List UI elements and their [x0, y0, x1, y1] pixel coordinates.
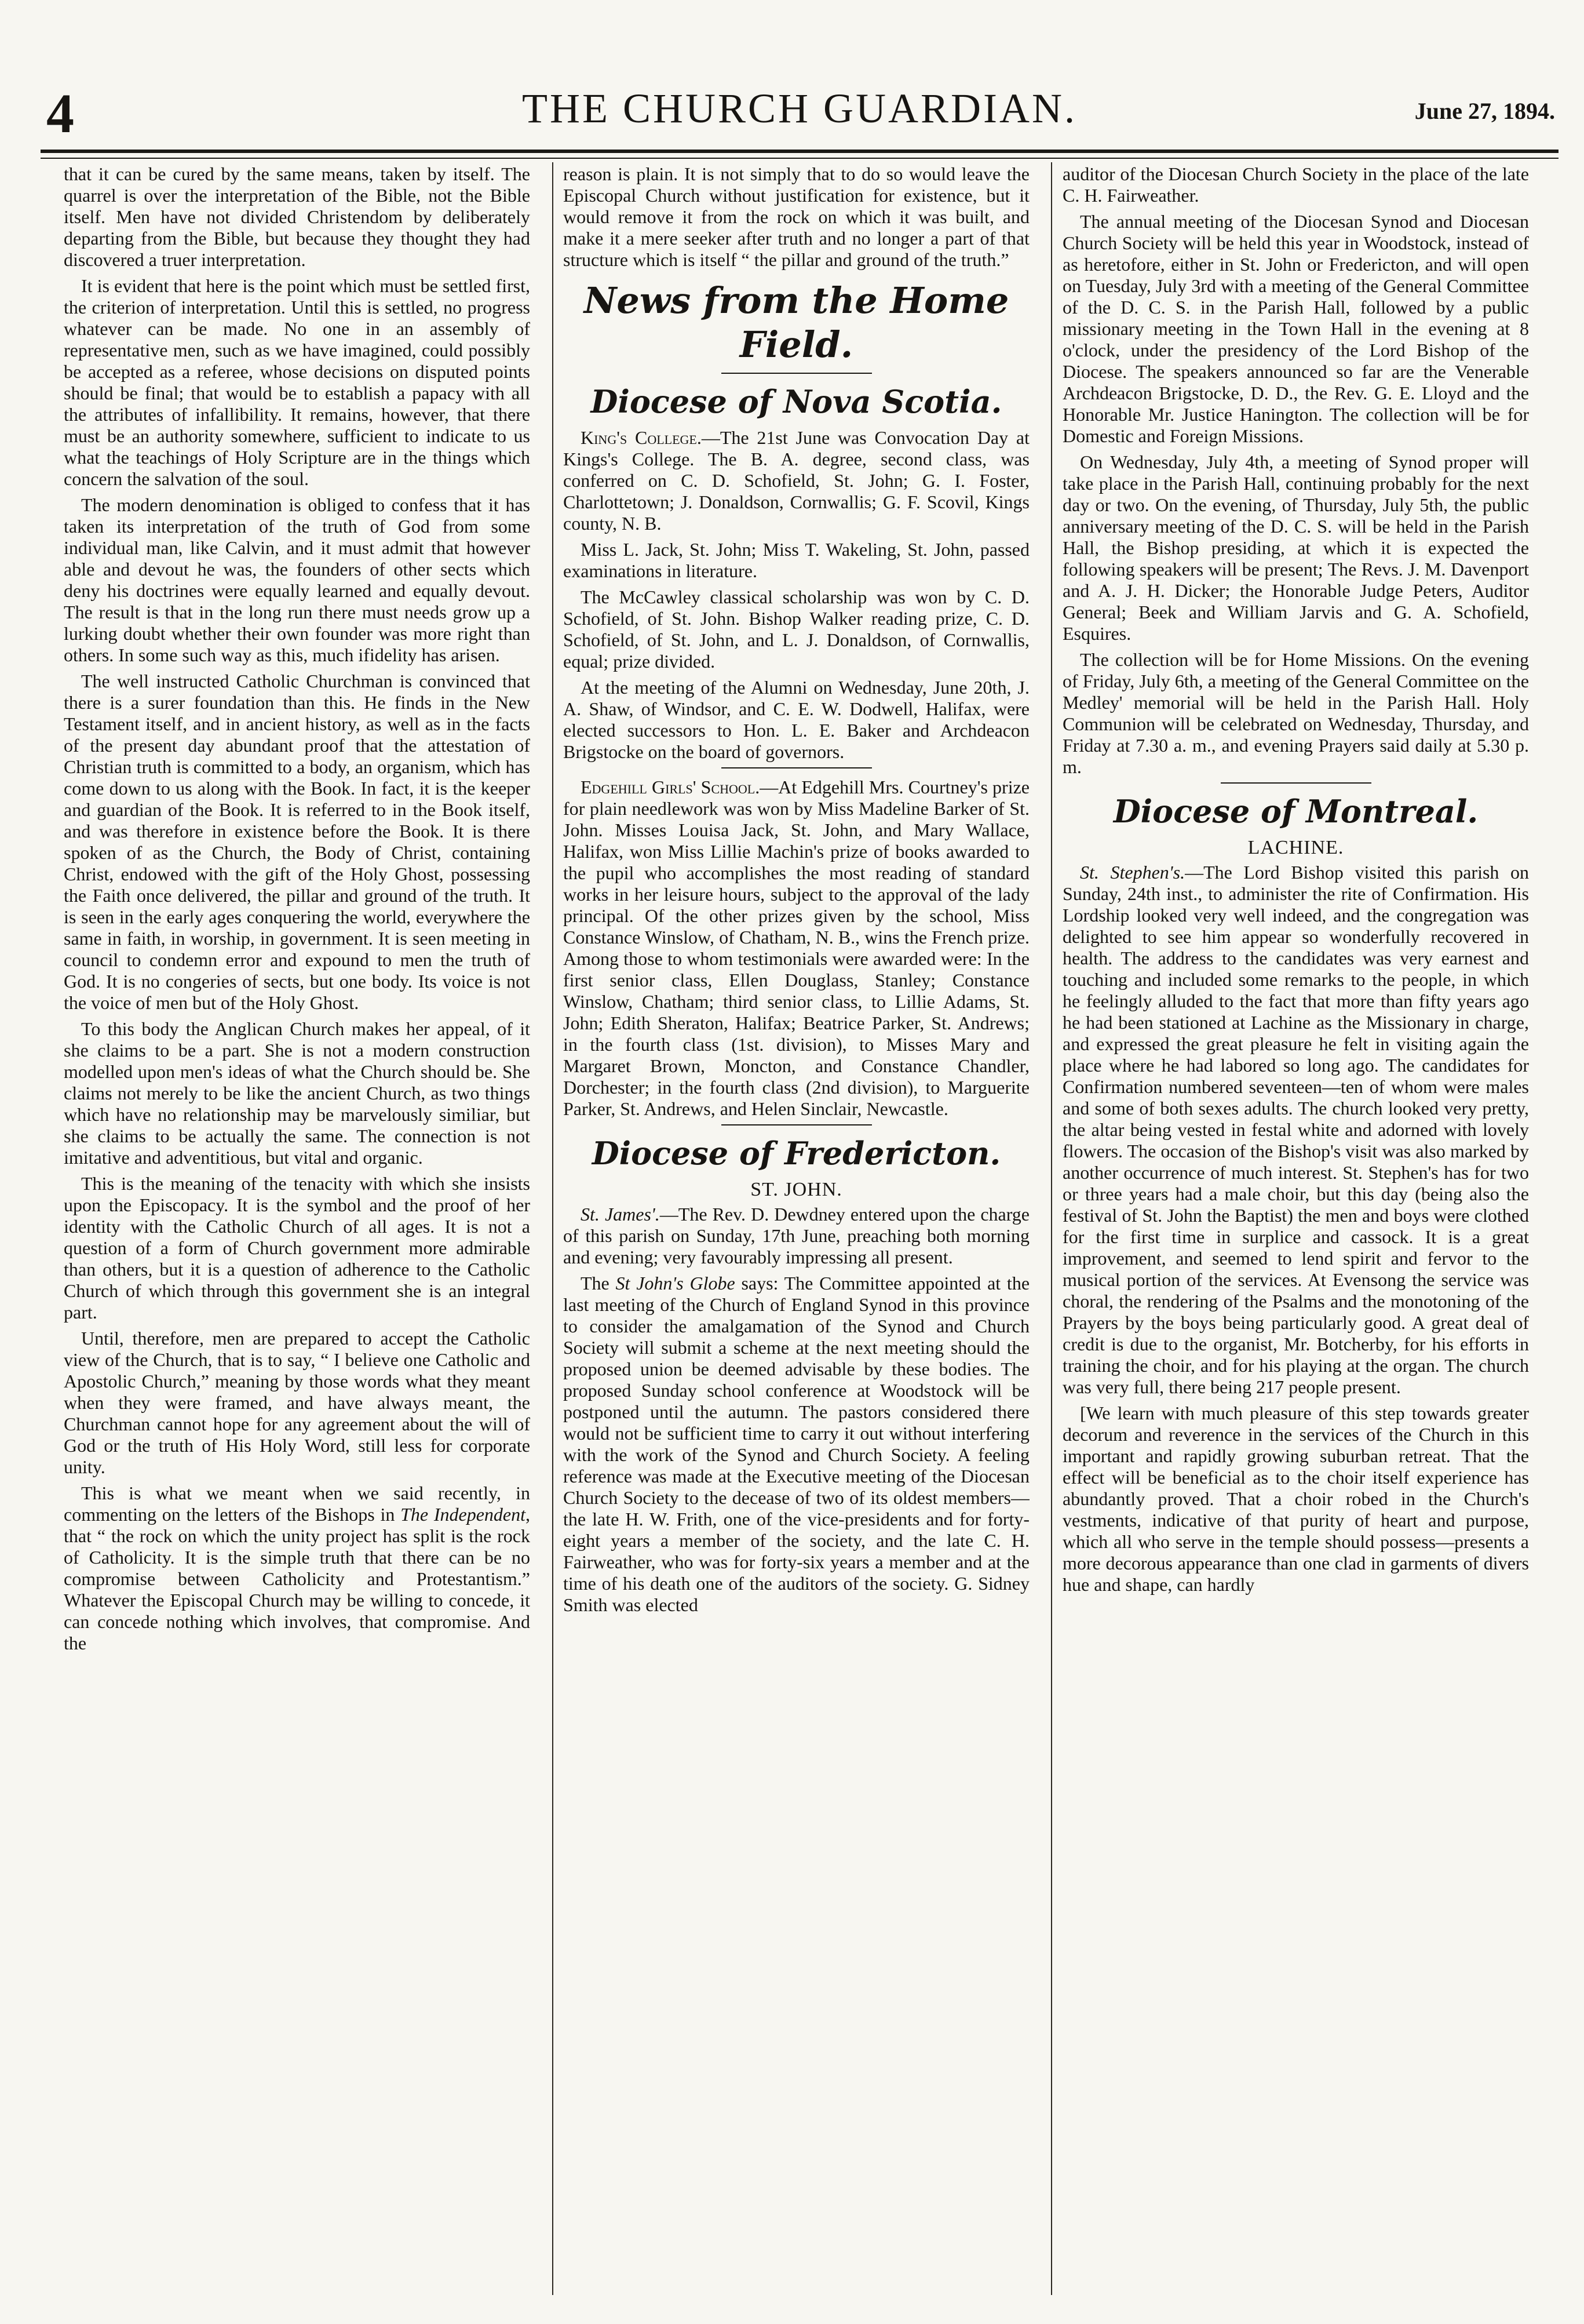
- text-run: —The Lord Bishop visited this parish on Sunday, 24th inst., to administer the rite of Confirmation. His Lordship looked very well indeed, and the congregation was delighted to see him appear so wonderfully recovered in health. The address to the candidates was very earnest and touching and included some remarks to the people, in which he feelingly alluded to the fact that more than fifty years ago he had been stationed at Lachine as the Missionary in charge, and expressed the great pleasure he felt in visiting again the place where he had labored so long ago. The candidates for Confirmation numbered seventeen—ten of whom were males and some of both sexes adults. The church looked very pretty, the altar being vested in festal white and adorned with lovely flowers. The occasion of the Bishop's visit was also marked by another occurrence of much interest. St. Stephen's has for two or three years had a male choir, but this day (being also the festival of St. John the Baptist) the men and boys were clothed for the first time in surplice and cassock. It is a great improvement, and seemed to lend spirit and fervor to the musical portion of the services. At Evensong the service was choral, the rendering of the Psalms and the monotoning of the Prayers by the boys being particularly good. A great deal of credit is due to the organist, Mr. Botcherby, for his efforts in training the choir, and for his playing at the organ. The church was very full, there being 217 people present.: [1063, 862, 1529, 1397]
- separator-rule: [1221, 782, 1371, 784]
- separator-rule: [721, 767, 872, 768]
- text-run: —At Edgehill Mrs. Courtney's prize for plain needlework was won by Miss Madeline Barker of St. John. Misses Louisa Jack, St. John, and Mary Wallace, Halifax, won Miss Lillie Machin's prize of books awarded to the pupil who accomplishes the most reading of standard works in her leisure hours, subject to the approval of the lady principal. Of the other prizes given by the school, Miss Constance Winslow, of Chatham, N. B., wins the French prize. Among those to whom testimonials were awarded were: In the first senior class, Ellen Douglass, Stanley; Constance Winslow, Chatham; third senior class, to Lillie Adams, St. John; Edith Sheraton, Halifax; Beatrice Parker, St. Andrews; in the fourth class (1st. division), to Misses Mary and Margaret Brown, Moncton, and Constance Chandler, Dorchester; in the fourth class (2nd division), to Marguerite Parker, St. Andrews, and Helen Sinclair, Newcastle.: [563, 777, 1030, 1119]
- separator-rule: [721, 373, 872, 374]
- section-heading: News from the Home Field.: [583, 279, 1009, 366]
- lead-in: Edgehill Girls' School.: [581, 777, 760, 797]
- diocese-heading: Diocese of Fredericton.: [592, 1135, 1001, 1172]
- paragraph: The well instructed Catholic Churchman is convinced that there is a surer foundation than this. He finds in the New Testament itself, and in ancient history, as well as in the facts of the present day abundant proof that the attestation of Christian truth is committed to a body, an organism, which has come down to us along with the Book. In fact, it is the keeper and guardian of the Book. It is referred to in the Book itself, and was therefore in existence before the Book. It is there spoken of as the Church, the Body of Christ, containing Christ, endowed with the gift of the Holy Ghost, possessing the Faith once delivered, the pillar and ground of the truth. It is seen in the early ages conquering the world, everywhere the same in faith, in worship, in government. It is seen meeting in council to condemn error and expound to men the truth of God. It is no congeries of sects, but one body. Its voice is not the voice of men but of the Holy Ghost.: [64, 671, 530, 1013]
- publication-title: The Independent: [400, 1504, 526, 1525]
- place-heading: ST. JOHN.: [750, 1179, 842, 1200]
- paragraph: [563, 1273, 1030, 1616]
- text-run: says: The Committee appointed at the last meeting of the Church of England Synod in this province to consider the amalgamation of the Synod and Church Society will submit a scheme at the next meeting should the proposed union be deemed advisable by these bodies. The proposed Sunday school conference at Woodstock will be postponed until the autumn. The pastors considered there would not be sufficient time to carry it out without interfering with the work of the Synod and Church Society. A feeling reference was made at the Executive meeting of the Diocesan Church Society to the decease of two of its oldest members—the late H. W. Frith, one of the vice-presidents and for forty-eight years a member of the society, and the late C. H. Fairweather, who was for forty-six years a member and at the time of his death one of the auditors of the society. G. Sidney Smith was elected: [563, 1273, 1030, 1615]
- paragraph: The collection will be for Home Missions. On the evening of Friday, July 6th, a meeting of the General Committee on the Medley' memorial will be held in the Parish Hall. Holy Communion will be celebrated on Wednesday, Thursday, and Friday at 7.30 a. m., and evening Prayers said daily at 5.30 p. m.: [1063, 649, 1529, 777]
- paragraph: The McCawley classical scholarship was won by C. D. Schofield, of St. John. Bishop Walker reading prize, C. D. Schofield, of St. John, and L. J. Donaldson, of Cornwallis, equal; prize divided.: [563, 587, 1030, 672]
- paragraph: Miss L. Jack, St. John; Miss T. Wakeling, St. John, passed examinations in literature.: [563, 539, 1030, 581]
- text-run: —The 21st June was Convocation Day at Kings's College. The B. A. degree, second class, was conferred on C. D. Schofield, St. John; G. I. Foster, Charlottetown; J. Donaldson, Cornwallis; G. F. Scovil, Kings county, N. B.: [563, 427, 1030, 534]
- paragraph: that it can be cured by the same means, taken by itself. The quarrel is over the interpretation of the Bible, not the Bible itself. Men have not divided Christendom by deliberately departing from the Bible, but because they thought they had discovered a truer interpretation.: [64, 163, 530, 270]
- diocese-heading: Diocese of Nova Scotia.: [590, 383, 1002, 420]
- diocese-heading: Diocese of Montreal.: [1113, 793, 1479, 830]
- text-run: The: [581, 1273, 616, 1294]
- lead-in: St. Stephen's.: [1080, 862, 1185, 883]
- column-divider: [1051, 162, 1052, 2295]
- lead-in: St. James'.: [581, 1204, 660, 1225]
- paragraph: [We learn with much pleasure of this step towards greater decorum and reverence in the services of the Church in this important and rapidly growing suburban retreat. That the effect will be beneficial as to the choir itself experience has abundantly proved. That a choir robed in the Church's vestments, indicative of that purity of heart and purpose, which all who serve in the temple should possess—presents a more decorous appearance than one clad in garments of divers hue and shape, can hardly: [1063, 1403, 1529, 1595]
- masthead: [41, 81, 1559, 148]
- newspaper-title: THE CHURCH GUARDIAN.: [522, 85, 1077, 132]
- place-heading: LACHINE.: [1247, 837, 1344, 858]
- issue-date: June 27, 1894.: [1414, 98, 1555, 124]
- header-rule-thin: [41, 158, 1559, 159]
- column-3: [1063, 163, 1529, 2308]
- column-divider: [552, 162, 553, 2295]
- paragraph: At the meeting of the Alumni on Wednesday, June 20th, J. A. Shaw, of Windsor, and C. E. W. Dodwell, Halifax, were elected successors to Hon. L. E. Baker and Archdeacon Brigstocke on the board of governors.: [563, 677, 1030, 762]
- paragraph: It is evident that here is the point which must be settled first, the criterion of interpretation. Until this is settled, no progress whatever can be made. No one in an assembly of representative men, such as we have imagined, could possibly be accepted as a referee, whose decisions on disputed points should be final; that would be to establish a papacy with all the attributes of infallibility. It remains, however, that there must be an authority somewhere, sufficient to indicate to us what the teachings of Holy Scripture are in the things which concern the salvation of the soul.: [64, 275, 530, 489]
- text-run: , that “ the rock on which the unity project has split is the rock of Catholicity. It is the simple truth that there can be no compromise between Catholicity and Protestantism.” Whatever the Episcopal Church may be willing to concede, it can concede nothing which involves, that compromise. And the: [64, 1504, 530, 1653]
- paragraph: To this body the Anglican Church makes her appeal, of it she claims to be a part. She is not a modern construction modelled upon men's ideas of what the Church should be. She claims not merely to be like the ancient Church, as two things which have no relationship may be marvelously similiar, but she claims to be actually the same. The connection is not imitative and adventitious, but vital and organic.: [64, 1018, 530, 1168]
- paragraph: The annual meeting of the Diocesan Synod and Diocesan Church Society will be held this year in Woodstock, instead of as heretofore, either in St. John or Fredericton, and will open on Tuesday, July 3rd with a meeting of the General Committee of the D. C. S. in the Parish Hall, followed by a public missionary meeting in the Town Hall in the evening at 8 o'clock, under the presidency of the Lord Bishop of the Diocese. The speakers announced so far are the Venerable Archdeacon Brigstocke, D. D., the Rev. G. E. Lloyd and the Honorable Mr. Justice Hanington. The collection will be for Domestic and Foreign Missions.: [1063, 211, 1529, 446]
- paragraph: [563, 777, 1030, 1120]
- column-1: [64, 163, 530, 2308]
- text-run: This is what we meant when we said recently, in commenting on the letters of the Bishops in: [64, 1482, 530, 1525]
- separator-rule: [721, 1124, 872, 1125]
- paragraph: [64, 1482, 530, 1654]
- paragraph: The modern denomination is obliged to confess that it has taken its interpretation of the truth of God from some individual man, like Calvin, and it must admit that however able and devout he was, the founders of other sects which deny his doctrines were equally learned and equally devout. The result is that in the long run there must needs grow up a lurking doubt whether their own founder was more right than others. In some such way as this, much ifidelity has arisen.: [64, 494, 530, 665]
- header-rule-thick: [41, 150, 1559, 153]
- publication-title: St John's Globe: [615, 1273, 735, 1294]
- paragraph: auditor of the Diocesan Church Society in the place of the late C. H. Fairweather.: [1063, 163, 1529, 206]
- paragraph: reason is plain. It is not simply that to do so would leave the Episcopal Church without justification for existence, but it would remove it from the rock on which it was built, and make it a mere seeker after truth and no longer a part of that structure which is itself “ the pillar and ground of the truth.”: [563, 163, 1030, 270]
- paragraph: This is the meaning of the tenacity with which she insists upon the Episcopacy. It is the symbol and the proof of her identity with the Catholic Church of all ages. It is not a question of a form of Church government more admirable than others, but it is a question of adherence to the Catholic Church of which through this government she is an integral part.: [64, 1173, 530, 1323]
- text-run: —The Rev. D. Dewdney entered upon the charge of this parish on Sunday, 17th June, preaching both morning and evening; very favourably impressing all present.: [563, 1204, 1030, 1267]
- paragraph: [563, 427, 1030, 534]
- paragraph: [1063, 862, 1529, 1398]
- paragraph: [563, 1204, 1030, 1268]
- lead-in: King's College.: [581, 427, 702, 448]
- paragraph: On Wednesday, July 4th, a meeting of Synod proper will take place in the Parish Hall, continuing probably for the next day or two. On the evening, of Thursday, July 5th, the public anniversary meeting of the D. C. S. will be held in the Parish Hall, the Bishop presiding, at which it is expected the following speakers will be present; The Revs. J. M. Davenport and A. J. H. Dicker; the Honorable Judge Peters, Auditor General; Beek and William Jarvis and G. A. Schofield, Esquires.: [1063, 451, 1529, 644]
- column-2: [563, 163, 1030, 2308]
- page-number: 4: [46, 82, 74, 144]
- paragraph: Until, therefore, men are prepared to accept the Catholic view of the Church, that is to say, “ I believe one Catholic and Apostolic Church,” meaning by those words what they meant when they were framed, and have always meant, the Churchman cannot hope for any agreement about the will of God or the truth of His Holy Word, still less for corporate unity.: [64, 1328, 530, 1477]
